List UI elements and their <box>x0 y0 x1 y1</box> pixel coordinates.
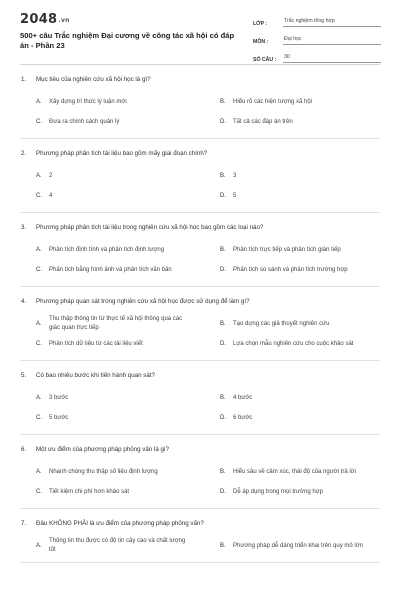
answer-option[interactable] <box>20 334 196 354</box>
option-letter: C. <box>36 192 42 199</box>
question-number: 3. <box>21 224 27 231</box>
option-letter: D. <box>220 118 226 125</box>
answer-option[interactable] <box>204 112 380 132</box>
option-letter: B. <box>220 172 226 179</box>
question-item <box>20 213 380 287</box>
option-letter: A. <box>36 320 42 327</box>
option-text: Dễ áp dụng trong mọi trường hợp <box>233 488 323 495</box>
question-text <box>20 371 380 380</box>
question-prompt: Đâu KHÔNG PHẢI là ưu điểm của phương pháp phỏng vấn? <box>36 520 204 527</box>
option-text: Hiểu rõ các hiện tượng xã hội <box>233 98 312 105</box>
document-title: 500+ câu Trắc nghiệm Đại cương về công tác xã hội có đáp án - Phần 23 <box>20 31 235 50</box>
question-text <box>20 149 380 158</box>
answer-option[interactable] <box>20 260 196 280</box>
answer-option[interactable] <box>20 536 196 556</box>
answer-option[interactable] <box>20 112 196 132</box>
question-text <box>20 445 380 454</box>
option-letter: D. <box>220 192 226 199</box>
option-text: 3 <box>233 172 237 179</box>
option-text: 4 <box>49 192 53 199</box>
option-letter: A. <box>36 394 42 401</box>
answer-options <box>20 388 380 428</box>
option-text: Tạo dựng các giả thuyết nghiên cứu <box>233 320 330 327</box>
answer-option[interactable] <box>20 166 196 186</box>
question-prompt: Phương pháp phân tích tài liệu bao gồm mấy giai đoạn chính? <box>36 150 208 157</box>
option-text: Phân tích dữ liệu từ các tài liệu viết <box>49 340 143 347</box>
option-letter: C. <box>36 266 42 273</box>
question-prompt: Phương pháp phân tích tài liệu trong nghiên cứu xã hội học bao gồm các loại nào? <box>36 224 264 231</box>
option-text: Tất cả các đáp án trên <box>233 118 293 125</box>
option-letter: D. <box>220 266 226 273</box>
answer-option[interactable] <box>204 482 380 502</box>
answer-option[interactable] <box>204 240 380 260</box>
answer-option[interactable] <box>20 482 196 502</box>
option-letter: C. <box>36 488 42 495</box>
option-text: Phân tích định tính và phân tích định lượng <box>49 246 165 253</box>
option-text: Phương pháp dễ dàng triển khai trên quy mô lớn <box>233 542 363 549</box>
option-letter: C. <box>36 414 42 421</box>
meta-info <box>253 13 381 67</box>
answer-option[interactable] <box>20 388 196 408</box>
option-text: 5 bước <box>49 414 69 421</box>
option-letter: B. <box>220 246 226 253</box>
answer-option[interactable] <box>204 92 380 112</box>
answer-option[interactable] <box>204 314 380 334</box>
option-text: 2 <box>49 172 53 179</box>
option-letter: A. <box>36 172 42 179</box>
question-item <box>20 65 380 139</box>
question-number: 4. <box>21 298 27 305</box>
meta-value: Đại học <box>283 36 381 45</box>
meta-key: LỚP : <box>253 21 268 27</box>
option-letter: D. <box>220 488 226 495</box>
answer-option[interactable] <box>204 388 380 408</box>
answer-option[interactable] <box>204 260 380 280</box>
question-prompt: Một ưu điểm của phương pháp phỏng vấn là gì? <box>36 446 170 453</box>
option-letter: D. <box>220 340 226 347</box>
answer-option[interactable] <box>20 240 196 260</box>
option-text: Đưa ra chính sách quản lý <box>49 118 120 125</box>
logo-text: 2048 <box>20 12 58 27</box>
option-text: Phân tích trực tiếp và phân tích gián tiếp <box>233 246 341 253</box>
option-letter: A. <box>36 542 42 549</box>
option-text: Hiểu sâu về cảm xúc, thái độ của người trả lời <box>233 468 356 475</box>
option-letter: A. <box>36 98 42 105</box>
question-list <box>0 65 400 563</box>
question-number: 1. <box>21 76 27 83</box>
question-item <box>20 435 380 509</box>
question-item <box>20 509 380 563</box>
question-item <box>20 139 380 213</box>
answer-option[interactable] <box>204 462 380 482</box>
option-text: Nhanh chóng thu thập số liệu định lượng <box>49 468 158 475</box>
question-number: 7. <box>21 520 27 527</box>
meta-row-class <box>253 13 381 27</box>
meta-row-subject <box>253 31 381 45</box>
option-text: Xây dựng trí thức lý luận mới <box>49 98 127 105</box>
question-text <box>20 519 380 528</box>
option-text: Thông tin thu được có độ tin cậy cao và chất lượng tốt <box>49 538 186 553</box>
option-text: 5 <box>233 192 237 199</box>
option-letter: A. <box>36 468 42 475</box>
page-header <box>0 0 400 64</box>
question-prompt: Phương pháp quan sát trong nghiên cứu xã hội học được sử dụng để làm gì? <box>36 298 250 305</box>
answer-option[interactable] <box>20 186 196 206</box>
option-text: Thu thập thông tin từ thực tế xã hội thông qua các giác quan trực tiếp <box>49 316 183 331</box>
answer-options <box>20 92 380 132</box>
answer-option[interactable] <box>204 186 380 206</box>
meta-key: MÔN : <box>253 39 269 45</box>
answer-option[interactable] <box>20 462 196 482</box>
question-prompt: Có bao nhiêu bước khi tiến hành quan sát? <box>36 372 155 379</box>
question-item <box>20 287 380 361</box>
answer-options <box>20 240 380 280</box>
question-item <box>20 361 380 435</box>
option-letter: B. <box>220 468 226 475</box>
answer-options <box>20 536 380 556</box>
logo-suffix: .vn <box>58 17 70 24</box>
option-letter: B. <box>220 98 226 105</box>
question-text <box>20 223 380 232</box>
question-prompt: Mục tiêu của nghiên cứu xã hội học là gì? <box>36 76 151 83</box>
option-letter: D. <box>220 414 226 421</box>
question-text <box>20 75 380 84</box>
question-number: 2. <box>21 150 27 157</box>
meta-row-count <box>253 49 381 63</box>
option-text: 3 bước <box>49 394 69 401</box>
option-letter: A. <box>36 246 42 253</box>
question-text <box>20 297 380 306</box>
option-letter: B. <box>220 542 226 549</box>
answer-options <box>20 314 380 354</box>
meta-value: Trắc nghiệm tổng hợp <box>283 18 381 27</box>
option-text: 6 bước <box>233 414 253 421</box>
option-text: Tiết kiệm chi phí hơn khảo sát <box>49 488 130 495</box>
answer-options <box>20 462 380 502</box>
option-letter: B. <box>220 320 226 327</box>
option-text: Phân tích bằng hình ảnh và phân tích văn bản <box>49 266 172 273</box>
answer-option[interactable] <box>20 314 196 334</box>
option-letter: B. <box>220 394 226 401</box>
answer-option[interactable] <box>204 334 380 354</box>
option-letter: C. <box>36 340 42 347</box>
answer-option[interactable] <box>20 92 196 112</box>
answer-option[interactable] <box>204 408 380 428</box>
option-text: Phân tích so sánh và phân tích trường hợp <box>233 266 348 273</box>
answer-option[interactable] <box>204 536 380 556</box>
answer-option[interactable] <box>204 166 380 186</box>
question-number: 5. <box>21 372 27 379</box>
meta-key: SỐ CÂU : <box>253 57 277 63</box>
question-number: 6. <box>21 446 27 453</box>
option-text: Lựa chọn mẫu nghiên cứu cho cuộc khảo sát <box>233 340 354 347</box>
option-text: 4 bước <box>233 394 253 401</box>
answer-options <box>20 166 380 206</box>
answer-option[interactable] <box>20 408 196 428</box>
option-letter: C. <box>36 118 42 125</box>
meta-value: 30 <box>283 54 381 63</box>
